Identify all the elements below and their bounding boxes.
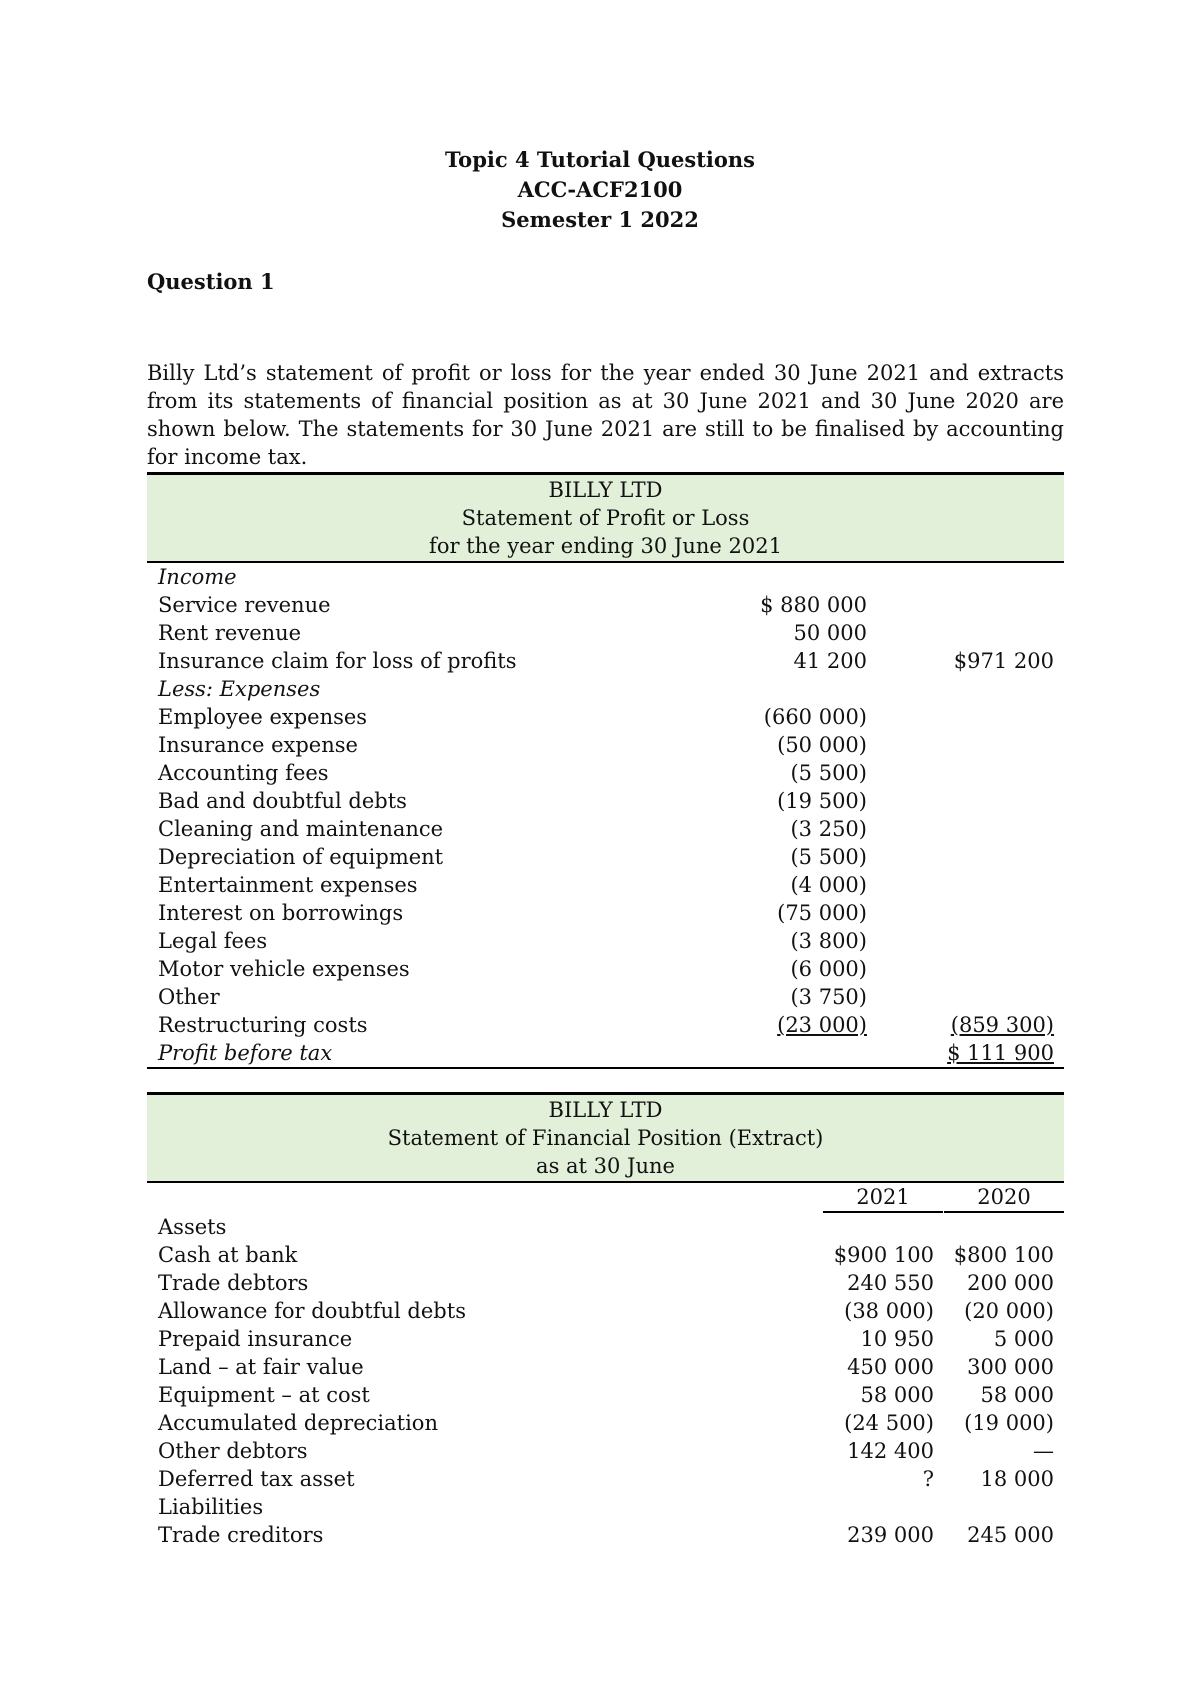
value-2020: 200 000	[967, 1271, 1054, 1295]
sfp-banner	[147, 1092, 1064, 1183]
row-label: Service revenue	[158, 593, 331, 617]
asset-row	[147, 1269, 1064, 1297]
expense-row	[147, 927, 1064, 955]
year-2020: 2020	[944, 1183, 1064, 1213]
row-label: Interest on borrowings	[158, 901, 404, 925]
pl-banner	[147, 472, 1064, 563]
expense-row	[147, 955, 1064, 983]
income-row	[147, 619, 1064, 647]
asset-row	[147, 1381, 1064, 1409]
row-label: Depreciation of equipment	[158, 845, 444, 869]
pl-title: Statement of Profit or Loss	[461, 506, 750, 530]
expense-row	[147, 843, 1064, 871]
row-label: Other debtors	[158, 1439, 308, 1463]
value-2020: —	[1033, 1439, 1054, 1463]
income-heading: Income	[158, 565, 237, 589]
row-label: Equipment – at cost	[158, 1383, 370, 1407]
course-code: ACC-ACF2100	[517, 177, 683, 202]
row-label: Legal fees	[158, 929, 268, 953]
sfp-period: as at 30 June	[536, 1154, 675, 1178]
row-amount: 50 000	[793, 621, 867, 645]
row-label: Cash at bank	[158, 1243, 298, 1267]
value-2020: 18 000	[980, 1467, 1054, 1491]
liability-row	[147, 1521, 1064, 1549]
year-header	[147, 1183, 1064, 1213]
row-amount: (4 000)	[790, 873, 867, 897]
row-amount: (50 000)	[777, 733, 867, 757]
row-label: Other	[158, 985, 220, 1009]
profit-row	[147, 1039, 1064, 1069]
row-total: $ 111 900	[947, 1041, 1054, 1065]
row-label: Bad and doubtful debts	[158, 789, 407, 813]
pl-period: for the year ending 30 June 2021	[429, 534, 782, 558]
row-amount: (23 000)	[777, 1013, 867, 1037]
row-label: Restructuring costs	[158, 1013, 368, 1037]
row-label: Entertainment expenses	[158, 873, 418, 897]
value-2020: 58 000	[980, 1383, 1054, 1407]
asset-row	[147, 1465, 1064, 1493]
restructuring-row	[147, 1011, 1064, 1039]
expenses-heading: Less: Expenses	[158, 677, 321, 701]
row-amount: (660 000)	[763, 705, 867, 729]
row-label: Accumulated depreciation	[158, 1411, 438, 1435]
row-amount: (5 500)	[790, 845, 867, 869]
question-intro: Billy Ltd’s statement of profit or loss for the year ended 30 June 2021 and extracts from its statements of financial position as at 30 June 2021 and 30 June 2020 are shown below. The statements for 30 June 2021 are still to be finalised by accounting for income tax.	[147, 361, 1064, 469]
expense-row	[147, 899, 1064, 927]
row-amount: (3 250)	[790, 817, 867, 841]
doc-title: Topic 4 Tutorial Questions	[444, 147, 756, 172]
value-2020: $800 100	[953, 1243, 1054, 1267]
value-2021: (38 000)	[844, 1299, 934, 1323]
row-label: Prepaid insurance	[158, 1327, 353, 1351]
row-amount: (3 750)	[790, 985, 867, 1009]
value-2020: 5 000	[993, 1327, 1054, 1351]
value-2021: 239 000	[847, 1523, 934, 1547]
row-label: Trade debtors	[158, 1271, 309, 1295]
value-2021: (24 500)	[844, 1411, 934, 1435]
income-row	[147, 647, 1064, 675]
value-2021: 58 000	[860, 1383, 934, 1407]
value-2021: $900 100	[833, 1243, 934, 1267]
asset-row	[147, 1437, 1064, 1465]
value-2020: (20 000)	[964, 1299, 1054, 1323]
sfp-company: BILLY LTD	[548, 1098, 663, 1122]
value-2021: 10 950	[860, 1327, 934, 1351]
income-row	[147, 591, 1064, 619]
row-label: Land – at fair value	[158, 1355, 364, 1379]
asset-row	[147, 1241, 1064, 1269]
value-2021: 142 400	[847, 1439, 934, 1463]
row-amount: (19 500)	[777, 789, 867, 813]
row-amount: $ 880 000	[760, 593, 867, 617]
asset-row	[147, 1325, 1064, 1353]
value-2020: (19 000)	[964, 1411, 1054, 1435]
row-label: Motor vehicle expenses	[158, 957, 410, 981]
value-2020: 245 000	[967, 1523, 1054, 1547]
year-2021: 2021	[823, 1183, 943, 1213]
expense-row	[147, 787, 1064, 815]
asset-row	[147, 1353, 1064, 1381]
row-total: $971 200	[953, 649, 1054, 673]
expense-row	[147, 815, 1064, 843]
row-label: Rent revenue	[158, 621, 302, 645]
asset-row	[147, 1409, 1064, 1437]
row-amount: (5 500)	[790, 761, 867, 785]
asset-row	[147, 1297, 1064, 1325]
row-label: Profit before tax	[158, 1041, 333, 1065]
expense-row	[147, 983, 1064, 1011]
row-label: Cleaning and maintenance	[158, 817, 444, 841]
question-title: Question 1	[147, 269, 275, 294]
row-amount: 41 200	[793, 649, 867, 673]
row-label: Accounting fees	[158, 761, 329, 785]
row-amount: (75 000)	[777, 901, 867, 925]
row-label: Allowance for doubtful debts	[158, 1299, 466, 1323]
semester: Semester 1 2022	[501, 207, 699, 232]
value-2021: ?	[922, 1467, 934, 1491]
expense-row	[147, 871, 1064, 899]
expense-row	[147, 731, 1064, 759]
liabilities-heading: Liabilities	[158, 1495, 264, 1519]
value-2020: 300 000	[967, 1355, 1054, 1379]
row-label: Employee expenses	[158, 705, 368, 729]
value-2021: 450 000	[847, 1355, 934, 1379]
row-label: Insurance expense	[158, 733, 358, 757]
expense-row	[147, 703, 1064, 731]
pl-company: BILLY LTD	[548, 478, 663, 502]
profit-loss-table	[147, 472, 1064, 1069]
row-label: Insurance claim for loss of profits	[158, 649, 517, 673]
assets-heading: Assets	[158, 1215, 227, 1239]
row-total: (859 300)	[950, 1013, 1054, 1037]
row-amount: (6 000)	[790, 957, 867, 981]
value-2021: 240 550	[847, 1271, 934, 1295]
row-label: Deferred tax asset	[158, 1467, 355, 1491]
row-label: Trade creditors	[158, 1523, 324, 1547]
sfp-title: Statement of Financial Position (Extract)	[387, 1126, 824, 1150]
expense-row	[147, 759, 1064, 787]
financial-position-table	[147, 1092, 1064, 1549]
row-amount: (3 800)	[790, 929, 867, 953]
